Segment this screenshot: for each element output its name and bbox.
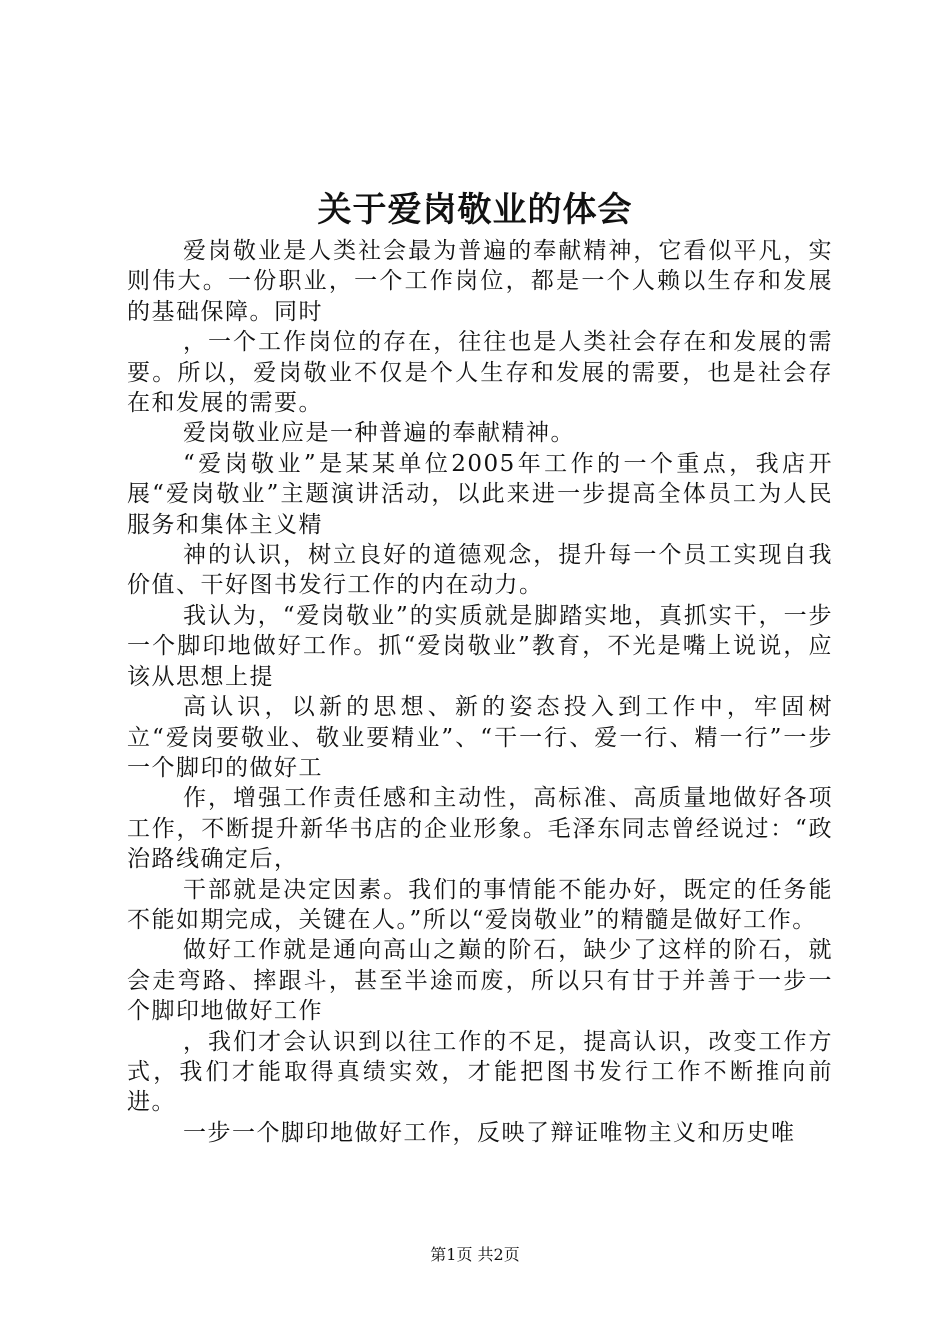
paragraph: “爱岗敬业”是某某单位2005年工作的一个重点，我店开展“爱岗敬业”主题演讲活动，以此来进一步提高全体员工为人民服务和集体主义精	[127, 450, 833, 538]
paragraph: 神的认识，树立良好的道德观念，提升每一个员工实现自我价值、干好图书发行工作的内在动力。	[127, 542, 833, 599]
document-title: 关于爱岗敬业的体会	[317, 190, 633, 230]
paragraph: 作，增强工作责任感和主动性，高标准、高质量地做好各项工作，不断提升新华书店的企业形象。毛泽东同志曾经说过：“政治路线确定后，	[127, 785, 833, 873]
paragraph: 我认为，“爱岗敬业”的实质就是脚踏实地，真抓实干，一步一个脚印地做好工作。抓“爱岗敬业”教育，不光是嘴上说说，应该从思想上提	[127, 602, 833, 690]
paragraph: 高认识，以新的思想、新的姿态投入到工作中，牢固树立“爱岗要敬业、敬业要精业”、“干一行、爱一行、精一行”一步一个脚印的做好工	[127, 694, 833, 781]
document-body	[127, 236, 833, 1148]
paragraph: 做好工作就是通向高山之巅的阶石，缺少了这样的阶石，就会走弯路、摔跟斗，甚至半途而废，所以只有甘于并善于一步一个脚印地做好工作	[127, 937, 833, 1025]
paragraph: ，一个工作岗位的存在，往往也是人类社会存在和发展的需要。所以，爱岗敬业不仅是个人生存和发展的需要，也是社会存在和发展的需要。	[127, 329, 833, 417]
paragraph: 爱岗敬业是人类社会最为普遍的奉献精神，它看似平凡，实则伟大。一份职业，一个工作岗位，都是一个人赖以生存和发展的基础保障。同时	[127, 238, 833, 325]
paragraph: ，我们才会认识到以往工作的不足，提高认识，改变工作方式，我们才能取得真绩实效，才能把图书发行工作不断推向前进。	[127, 1028, 833, 1116]
paragraph: 爱岗敬业应是一种普遍的奉献精神。	[183, 420, 575, 447]
page-footer: 第1页 共2页	[430, 1245, 520, 1264]
paragraph: 一步一个脚印地做好工作，反映了辩证唯物主义和历史唯	[183, 1119, 796, 1146]
paragraph: 干部就是决定因素。我们的事情能不能办好，既定的任务能不能如期完成，关键在人。”所以“爱岗敬业”的精髓是做好工作。	[127, 876, 833, 933]
